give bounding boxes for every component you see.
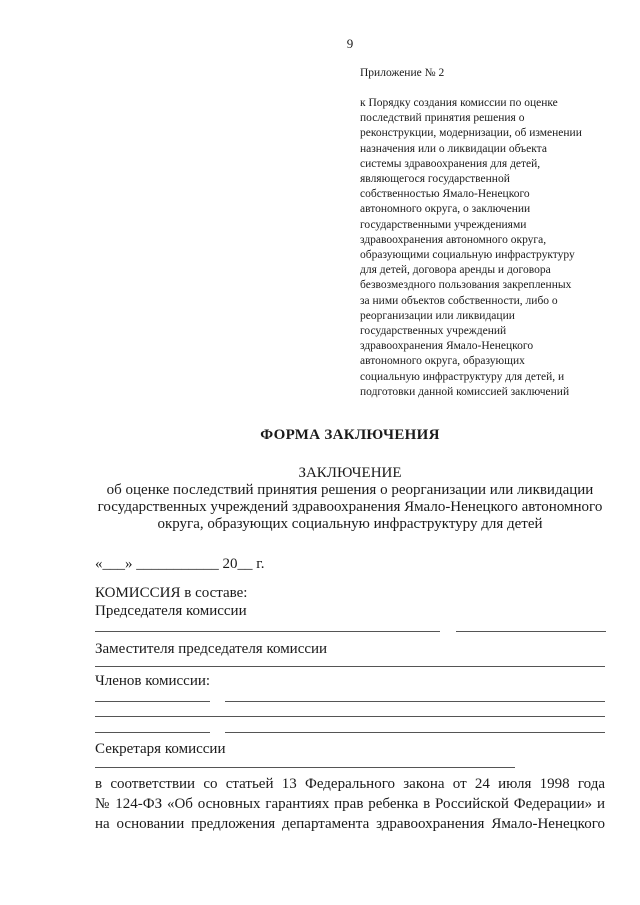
- scan-artifact: [95, 0, 267, 6]
- conclusion-title: ЗАКЛЮЧЕНИЕ: [298, 465, 402, 481]
- member-line: [225, 701, 605, 702]
- members-label: Членов комиссии:: [95, 673, 211, 689]
- appendix-line: для детей, договора аренды и договора: [360, 264, 551, 277]
- appendix-line: образующими социальную инфраструктуру: [360, 249, 575, 262]
- conclusion-description: об оценке последствий принятия решения о реорганизации или ликвидации государственных учреждений здравоохранения Ямало-Ненецкого автономного округа, образующих социальную инфраструктуру для детей: [97, 482, 603, 532]
- appendix-line: являющегося государственной: [360, 173, 510, 186]
- appendix-line: здравоохранения Ямало-Ненецкого: [360, 340, 534, 353]
- body-line: на основании предложения департамента здравоохранения Ямало-Ненецкого: [95, 816, 605, 832]
- chair-name-line: [95, 631, 440, 632]
- appendix-text: [360, 96, 605, 400]
- body-line: в соответствии со статьей 13 Федерального закона от 24 июля 1998 года: [95, 776, 605, 792]
- appendix-line: реорганизации или ликвидации: [360, 309, 515, 322]
- appendix-line: последствий принятия решения о: [360, 112, 525, 125]
- page-number: 9: [346, 36, 354, 51]
- body-paragraph: [95, 774, 605, 834]
- appendix-line: государственных учреждений: [360, 325, 507, 338]
- form-title: ФОРМА ЗАКЛЮЧЕНИЯ: [260, 427, 440, 443]
- appendix-line: государственными учреждениями: [360, 218, 527, 231]
- appendix-line: к Порядку создания комиссии по оценке: [360, 97, 558, 109]
- deputy-label: Заместителя председателя комиссии: [95, 641, 328, 657]
- appendix-line: за ними объектов собственности, либо о: [360, 294, 558, 307]
- secretary-line: [95, 767, 515, 768]
- commission-heading: КОМИССИЯ в составе:: [95, 585, 248, 601]
- appendix-line: реконструкции, модернизации, об изменении: [360, 127, 582, 140]
- appendix-line: назначения или о ликвидации объекта: [360, 142, 547, 155]
- member-line: [95, 701, 210, 702]
- appendix-line: социальную инфраструктуру для детей, и: [360, 370, 565, 383]
- appendix-line: безвозмездного пользования закрепленных: [360, 279, 572, 292]
- date-line: «___» ___________ 20__ г.: [95, 556, 265, 572]
- member-line: [95, 716, 605, 717]
- appendix-line: здравоохранения автономного округа,: [360, 233, 547, 246]
- chair-label: Председателя комиссии: [95, 603, 247, 619]
- appendix-line: собственностью Ямало-Ненецкого: [360, 188, 530, 201]
- secretary-label: Секретаря комиссии: [95, 741, 226, 757]
- member-line: [225, 732, 605, 733]
- chair-position-line: [456, 631, 606, 632]
- appendix-title: Приложение № 2: [360, 67, 445, 79]
- appendix-line: автономного округа, о заключении: [360, 203, 531, 216]
- deputy-line: [95, 666, 605, 667]
- body-line: № 124-ФЗ «Об основных гарантиях прав ребенка в Российской Федерации» и: [95, 796, 605, 812]
- member-line: [95, 732, 210, 733]
- appendix-line: системы здравоохранения для детей,: [360, 157, 541, 170]
- appendix-line: автономного округа, образующих: [360, 355, 525, 368]
- appendix-line: подготовки данной комиссией заключений: [360, 385, 570, 398]
